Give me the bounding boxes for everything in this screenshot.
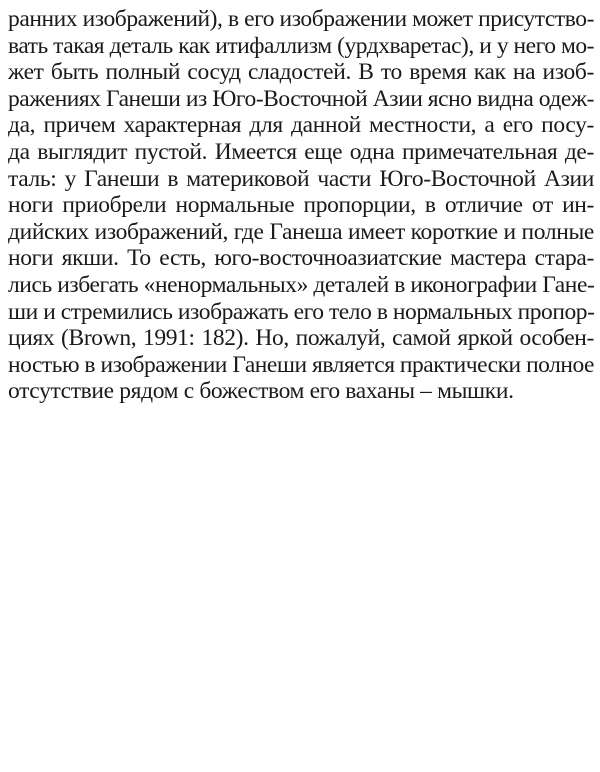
text-line: вать такая деталь как итифаллизм (урдхваретас), и у него мо- — [8, 32, 594, 59]
text-line: ноги якши. То есть, юго-восточноазиатские мастера стара- — [8, 245, 594, 272]
document-text — [8, 6, 594, 405]
text-line: отсутствие рядом с божеством его ваханы – мышки. — [8, 378, 514, 405]
text-line: ностью в изображении Ганеши является практически полное — [8, 351, 594, 378]
text-line: ражениях Ганеши из Юго-Восточной Азии ясно видна одеж- — [8, 85, 594, 112]
text-line: да выглядит пустой. Имеется еще одна примечательная де- — [8, 138, 594, 165]
text-line: лись избегать «ненормальных» деталей в иконографии Гане- — [8, 271, 595, 298]
text-line: ноги приобрели нормальные пропорции, в отличие от ин- — [8, 192, 594, 219]
text-line: циях (Brown, 1991: 182). Но, пожалуй, самой яркой особен- — [8, 325, 594, 352]
text-line: жет быть полный сосуд сладостей. В то время как на изоб- — [8, 59, 594, 86]
text-line: ши и стремились изображать его тело в нормальных пропор- — [8, 298, 595, 325]
text-line: таль: у Ганеши в материковой части Юго-Восточной Азии — [8, 165, 594, 192]
text-line: дийских изображений, где Ганеша имеет короткие и полные — [8, 218, 594, 245]
text-line: ранних изображений), в его изображении может присутство- — [8, 6, 594, 32]
text-line: да, причем характерная для данной местности, а его посу- — [8, 112, 594, 139]
